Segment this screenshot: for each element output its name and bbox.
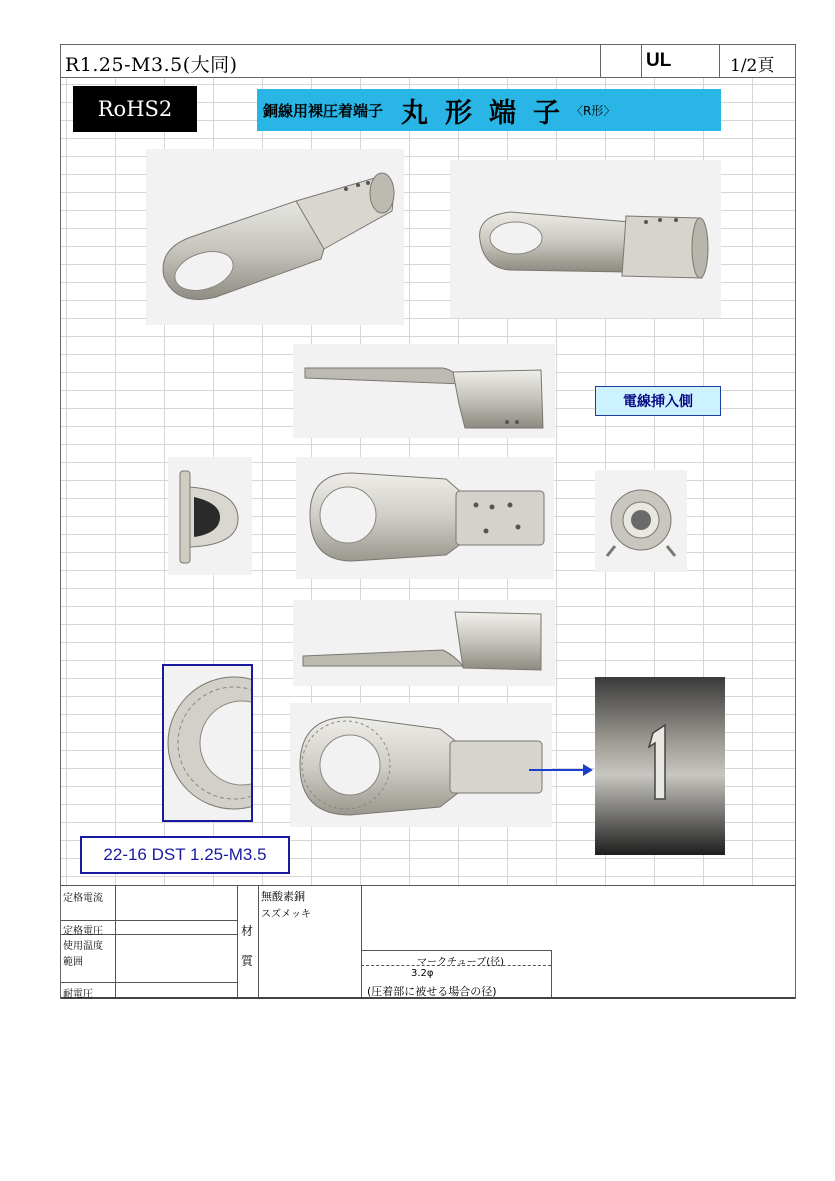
product-subtitle: 銅線用裸圧着端子 [263,101,384,120]
page-cell [719,45,795,77]
part-number: R1.25-M3.5(大同) [65,54,238,76]
plating-value: スズメッキ [261,909,311,920]
table-divider [237,886,238,999]
table-divider [361,950,551,951]
mark-tube-note: (圧着部に被せる場合の径) [367,985,497,998]
page-number: 1/2頁 [730,56,775,76]
photo-marking-closeup [162,664,253,822]
table-divider [258,886,259,999]
right-arrow-icon [527,762,595,778]
standard-label: UL [646,50,672,71]
photo-angled-right [450,160,721,318]
product-title: 丸形端子 [401,97,578,129]
photo-angled-left [146,149,404,325]
mark-tube-header: マークチューブ(径) [417,957,505,968]
material-value: 無酸素銅 [261,890,305,903]
marking-text-box [80,836,290,874]
table-divider [361,886,362,999]
material-label-2: 質 [241,954,254,968]
temp-range-label-2: 範囲 [63,957,83,968]
marking-text: 22-16 DST 1.25-M3.5 [103,845,267,864]
photo-end-view-rear [595,470,687,572]
header-row [61,45,795,78]
photo-end-view-front [168,457,252,575]
mark-tube-value: 3.2φ [411,968,434,979]
rated-voltage-label: 定格電圧 [63,926,103,937]
title-band [257,89,721,131]
photo-side-view [293,344,555,438]
material-label-1: 材 [241,924,254,938]
rohs-badge: RoHS2 [73,86,197,132]
photo-marked-top-view [290,703,552,827]
wire-insertion-side-text: 電線挿入側 [623,394,693,410]
withstand-voltage-label: 耐電圧 [63,989,93,1000]
table-divider [61,920,237,921]
photo-underside-view [293,600,555,686]
photo-top-view [296,457,554,579]
table-divider [61,982,237,983]
rated-current-label: 定格電流 [63,893,103,904]
wire-insertion-side-label [595,386,721,416]
table-divider [551,950,552,999]
shape-label: 〈R形〉 [571,103,616,118]
header-blank-cell [600,45,641,77]
spec-table [61,885,795,1000]
temp-range-label-1: 使用温度 [63,941,103,952]
spec-sheet [60,44,796,999]
photo-crimp-stamp-closeup [595,677,725,855]
standard-cell [641,45,719,77]
